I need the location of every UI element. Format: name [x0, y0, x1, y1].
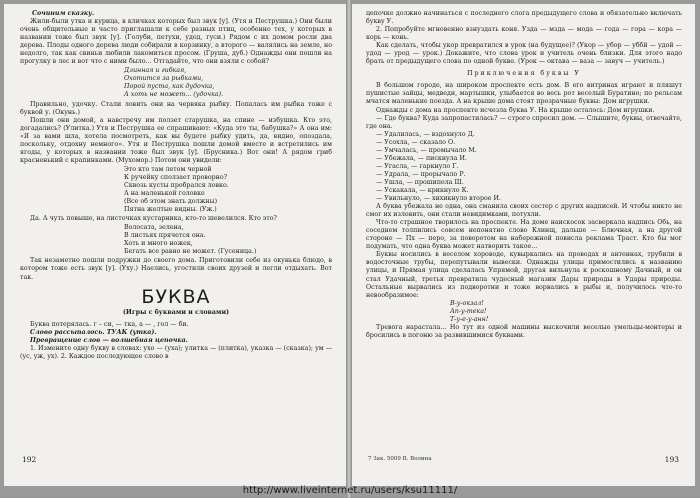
paragraph: Да. А чуть повыше, на листочках кустарника, кто-то шевелился. Кто это? — [30, 215, 277, 223]
riddle-verse — [124, 224, 332, 256]
paragraph: 1. Измените одну букву в словах: ухо — (уха); улитка — (плитка), указка — (сказка); ум — (ус, уж, ух). 2. Каждое последующее слово в — [20, 344, 332, 360]
paragraph: Как сделать, чтобы укор превратился в урок (на будущее)? (Укор — убор — уббй — удой — удод — урод — урок.) Докажите, что слова урок и учитель очень близки. Для этого надо брать от предыдущего слова по одной букве. (Урок — октава — ваза — завуч — учитель.) — [366, 42, 682, 66]
paragraph: Жили-были утка и курица, в кличках которых был звук [у]. (Утя и Пеструшка.) Они были очень общительные и часто приглашали к себе разных птиц, особенно тех, у которых в названии тоже был звук [у]. (Голуби, петухи, удод, гуси.) Рядом с их домом росли два дерева. Плоды одного дерева люди собирали в корзинку, а второго — валялись на земле, но недолго, так как свиньи любили лакомиться просом. (Груша, дуб.) Однажды они пошли на прогулку в лес и вот что с ними было... Отгадайте, что они взяли с собой? — [20, 18, 332, 66]
verse-line: Порой пуста, как дудочка, — [124, 83, 215, 91]
verse-line: Ап-у-тека! — [450, 307, 487, 315]
verse-line: Длинная и гибкая, — [124, 67, 187, 75]
dialog-line: — Убежала, — пискнула И. — [376, 154, 467, 162]
dialog-line: — Угасла, — гаркнуло Г. — [376, 162, 459, 170]
chapter-title: БУКВА — [141, 285, 211, 308]
paragraph: Однажды с дома на проспекте исчезла буква У. На крыше осталось: Дом игрушки. — [376, 106, 655, 114]
riddle-verse — [124, 67, 332, 99]
print-footer-note: 7 Зак. 5009 В. Волина — [368, 456, 432, 462]
paragraph: Пошли они домой, а навстречу им ползет старушка, на спине — избушка. Кто это, догадались? (Улитка.) Утя и Пеструшка ее спрашивают: «Куда это ты, бабушка?» А она им: «Я за вами шла, хотела посмотреть, как вы будете рыбку удить, да, видно, опоздала, поскольку, отдохну немного». Утя и Пеструшка пошли домой вместе и встретились им ягоды, у которых в названии тоже был звук [у]. (Брусника.) Вот они! А рядом гриб красненький с крапинками. (Мухомор.) Потом они увидели: — [20, 116, 332, 164]
paragraph: цепочке должно начинаться с последнего слога предыдущего слова и обязательно включать букву У. — [366, 10, 682, 26]
verse-line: Сквозь кусты пробрался ловко. — [124, 181, 229, 189]
verse-line: К ручейку сползает проворно? — [124, 173, 228, 181]
dialog-line: — Ушла, — прошипела Ш. — [376, 178, 464, 186]
verse-line: Хоть и много ножек, — [124, 240, 193, 248]
dialog-line: — Ускакала, — крикнуло К. — [376, 186, 469, 194]
paragraph: Превращение слов — волшебная цепочка. — [30, 336, 188, 344]
verse-line: Т-у-е-у-анн! — [450, 315, 489, 323]
verse-line: В-у-окзал! — [450, 299, 484, 307]
verse-line: (Все об этом знать должны) — [124, 198, 218, 206]
dialog-line: — Удалилась, — вздохнуло Д. — [376, 130, 475, 138]
left-page — [4, 4, 346, 486]
paragraph: А буква убежала не одна, она сманила своих сестер с других надписей. И чтобы никто не смог их изловить, они стали невидимками, потухли. — [366, 203, 682, 219]
right-column — [366, 10, 682, 340]
paragraph: В большом городе, на широком проспекте есть дом. В его витринах играют и пляшут пушистые зайцы, медведи, мартышки, улыбается во весь рот веселый Буратино; по рельсам мчатся маленькие поезда. А на крыше дома стоят прозрачные буквы: Дом игрушки. — [366, 82, 682, 106]
paragraph: 2. Попробуйте мгновенно взнуздать коня. Узда — мзда — мода — года — гора — кора — корь — конь. — [366, 26, 682, 42]
page-number: 193 — [664, 455, 679, 464]
dialog-list — [376, 131, 682, 203]
verse-line: Волосата, зелена, — [124, 224, 184, 232]
paragraph: — Где буква? Куда запропастилась? — строго спросил дом. — Слышите, буквы, отвечайте, где она. — [366, 114, 682, 130]
verse-line: Охотится за рыбками, — [124, 75, 204, 83]
verse-line: А на маленькой головке — [124, 190, 205, 198]
exclamation-verse — [450, 300, 682, 324]
story-title: Приключения буквы У — [467, 70, 581, 78]
paragraph: Тревога нарастала... Но тут из одной машины выскочили веселые умельцы-монтеры и бросились в погоню за развившимися буквами. — [366, 323, 682, 339]
chapter-subtitle: (Игры с буквами и словами) — [122, 308, 230, 316]
verse-line: Бегать все равно не может. (Гусеница.) — [124, 248, 257, 256]
dialog-line: — Удрала, — прорычало Р. — [376, 170, 466, 178]
verse-line: В листьях прячется она. — [124, 232, 206, 240]
paragraph: Правильно, удочку. Стали ловить они на червяка рыбку. Попалась им рыбка тоже с буквой у. (Окунь.) — [20, 100, 332, 116]
verse-line: Пятна желтые видны. (Уж.) — [124, 206, 217, 214]
riddle-verse — [124, 166, 332, 214]
paragraph: Так незаметно пошли подружки до своего дома. Приготовили себе из окунька блюдо, в котором тоже есть звук [у]. (Уху.) Наелись, угостили своих друзей и легли отдыхать. Вот так. — [20, 257, 332, 281]
dialog-line: — Усохла, — сказало О. — [376, 138, 456, 146]
dialog-line: — Увильнуло, — хихикнуло второе И. — [376, 195, 502, 203]
paragraph: Слово рассыпалось. ТУАК (утка). — [30, 328, 157, 336]
verse-line: Это кто там летом черной — [124, 165, 212, 173]
right-page — [352, 4, 695, 486]
paragraph: Что-то страшное творилось на проспекте. На доме наискосок засверкала надпись Обь, на соседнем толпились совсем непонятно слово Клинщ, дальше — Блючная, а на другой стороне — Пх — перо, за поворотом на набережной повисла реклама Траст. Кто бы мог подумать, что одна буква может натворить такое... — [366, 219, 682, 251]
left-column — [20, 10, 332, 361]
dialog-line: — Умчалась, — промычало М. — [376, 146, 477, 154]
page-number: 192 — [22, 455, 37, 464]
verse-line: А хоть не может... (удочка). — [124, 91, 224, 99]
watermark-url: http://www.liveinternet.ru/users/ksu11111/ — [242, 485, 458, 496]
paragraph: Буква потерялась. г – си, — тка, а — , гол — би. — [30, 320, 189, 328]
paragraph: Буквы носились в веселом хороводе, кувыркались на проводах и антеннах, трубили в водосточные трубы, перепутывали вывески. Однажды улицы примостились к названию улицы, и Прямая улица сделалась Упрямой, другая вильнула к роскошному Дачный, и он стал Удачный, третья превратила чудесный магазин Дары природы в Удары природы. Остальные вырвались из подворотни и тоже ворвались в рыбы и, получилось что-то невообразимое: — [366, 251, 682, 299]
section-subtitle: Сочиним сказку. — [32, 10, 95, 17]
